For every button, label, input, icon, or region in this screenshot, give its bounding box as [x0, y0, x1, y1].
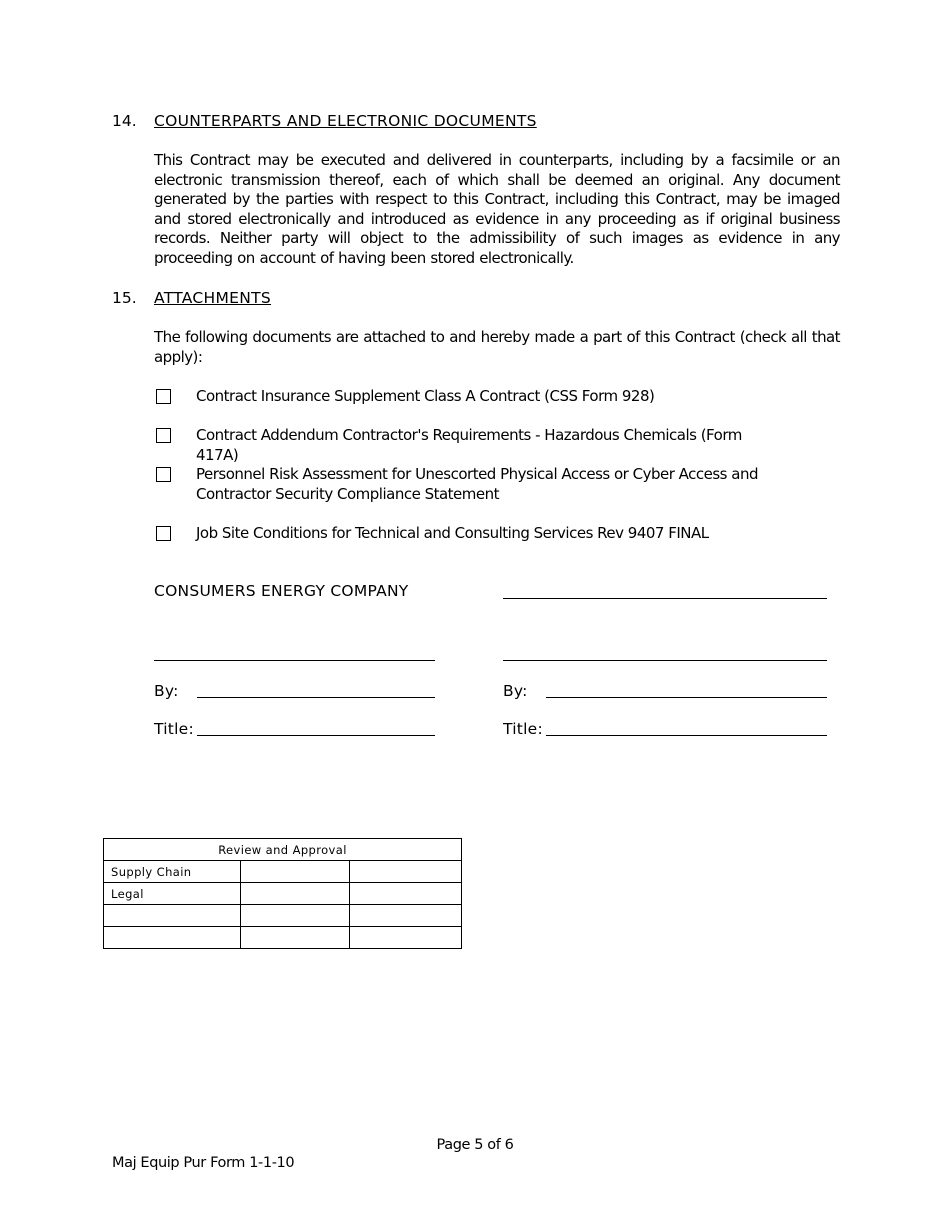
review-cell-date[interactable]	[350, 927, 462, 949]
review-cell-initials[interactable]	[240, 861, 350, 883]
section-15-number: 15.	[112, 289, 137, 307]
review-cell-initials[interactable]	[240, 883, 350, 905]
contractor-by-line[interactable]	[546, 697, 827, 698]
attachment-1-checkbox[interactable]	[156, 389, 171, 404]
company-title-line[interactable]	[197, 735, 435, 736]
review-table-header-row	[104, 839, 462, 861]
attachment-3-label: Personnel Risk Assessment for Unescorted Physical Access or Cyber Access and Contractor Security Compliance Statement	[196, 465, 758, 503]
contractor-title-label: Title:	[503, 720, 543, 738]
attachment-4-label: Job Site Conditions for Technical and Consulting Services Rev 9407 FINAL	[196, 524, 709, 542]
review-cell-name: Supply Chain	[104, 861, 241, 883]
attachment-3-checkbox[interactable]	[156, 467, 171, 482]
section-14-title: COUNTERPARTS AND ELECTRONIC DOCUMENTS	[154, 112, 537, 130]
table-row	[104, 927, 462, 949]
company-signature-line[interactable]	[154, 660, 435, 661]
contractor-signature-line[interactable]	[503, 660, 827, 661]
review-cell-date[interactable]	[350, 883, 462, 905]
company-title-label: Title:	[154, 720, 194, 738]
review-cell-initials[interactable]	[240, 905, 350, 927]
contractor-title-line[interactable]	[546, 735, 827, 736]
review-cell-date[interactable]	[350, 905, 462, 927]
table-row	[104, 883, 462, 905]
contractor-by-label: By:	[503, 682, 528, 700]
section-14-body: This Contract may be executed and delivered in counterparts, including by a facsimile or an electronic transmission thereof, each of which shall be deemed an original. Any document generated by the parties with respect to this Contract, including this Contract, may be imaged and stored electronically and introduced as evidence in any proceeding as if original business records. Neither party will object to the admissibility of such images as evidence in any proceeding on account of having been stored electronically.	[154, 151, 840, 267]
review-approval-table	[103, 838, 462, 949]
attachment-2-checkbox[interactable]	[156, 428, 171, 443]
review-cell-date[interactable]	[350, 861, 462, 883]
section-15-title: ATTACHMENTS	[154, 289, 272, 307]
review-table-header: Review and Approval	[104, 839, 462, 861]
review-cell-name: Legal	[104, 883, 241, 905]
attachment-2-label: Contract Addendum Contractor's Requirements - Hazardous Chemicals (Form 417A)	[196, 426, 742, 464]
table-row	[104, 861, 462, 883]
section-14-number: 14.	[112, 112, 137, 130]
review-cell-name[interactable]	[104, 927, 241, 949]
review-cell-name[interactable]	[104, 905, 241, 927]
page-number: Page 5 of 6	[436, 1137, 514, 1153]
form-id: Maj Equip Pur Form 1-1-10	[112, 1155, 295, 1171]
company-by-line[interactable]	[197, 697, 435, 698]
review-cell-initials[interactable]	[240, 927, 350, 949]
section-15-intro: The following documents are attached to and hereby made a part of this Contract (check all that apply):	[154, 328, 840, 366]
company-name: CONSUMERS ENERGY COMPANY	[154, 582, 409, 600]
contractor-name-line[interactable]	[503, 598, 827, 599]
attachment-4-checkbox[interactable]	[156, 526, 171, 541]
attachment-1-label: Contract Insurance Supplement Class A Contract (CSS Form 928)	[196, 387, 655, 405]
company-by-label: By:	[154, 682, 179, 700]
table-row	[104, 905, 462, 927]
